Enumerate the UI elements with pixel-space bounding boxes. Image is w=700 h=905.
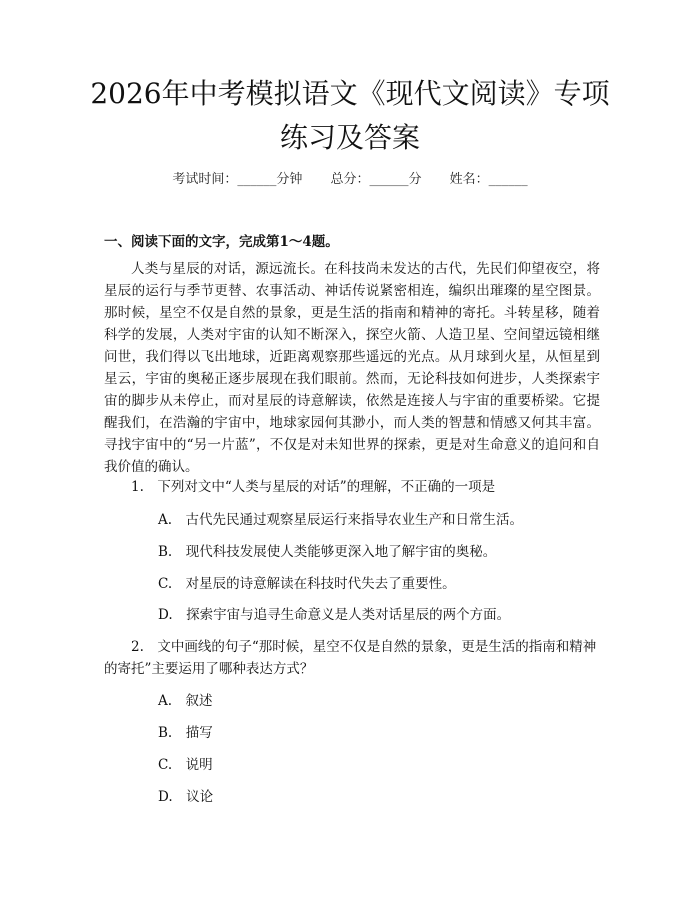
question-1-stem: 1. 下列对文中“人类与星辰的对话”的理解，不正确的一项是 xyxy=(131,479,496,495)
question-2-option-d: D. 议论 xyxy=(158,789,214,805)
exam-meta xyxy=(0,168,700,187)
question-1-option-a: A. 古代先民通过观察星辰运行来指导农业生产和日常生活。 xyxy=(158,512,524,528)
question-2-stem: 2. 文中画线的句子“那时候，星空不仅是自然的景象，更是生活的指南和精神的寄托”主要运用了哪种表达方式？ xyxy=(104,639,597,677)
page-title: 2026年中考模拟语文《现代文阅读》专项练习及答案 xyxy=(90,77,610,154)
question-2-option-b: B. 描写 xyxy=(158,725,213,741)
question-1-option-d: D. 探索宇宙与追寻生命意义是人类对话星辰的两个方面。 xyxy=(158,607,511,623)
total-score-field: 总分：______分 xyxy=(330,172,422,187)
question-1-option-b: B. 现代科技发展使人类能够更深入地了解宇宙的奥秘。 xyxy=(158,544,497,560)
question-2-option-c: C. 说明 xyxy=(158,757,213,773)
exam-time-field: 考试时间：______分钟 xyxy=(172,172,303,187)
reading-passage: 人类与星辰的对话，源远流长。在科技尚未发达的古代，先民们仰望夜空，将星辰的运行与季节更替、农事活动、神话传说紧密相连，编织出璀璨的星空图景。那时候，星空不仅是自然的景象，更是生活的指南和精神的寄托。斗转星移，随着科学的发展，人类对宇宙的认知不断深入，探空火箭、人造卫星、空间望远镜相继问世，我们得以飞出地球，近距离观察那些遥远的光点。从月球到火星，从恒星到星云，宇宙的奥秘正逐步展现在我们眼前。然而，无论科技如何进步，人类探索宇宙的脚步从未停止，而对星辰的诗意解读，依然是连接人与宇宙的重要桥梁。它提醒我们，在浩瀚的宇宙中，地球家园何其渺小，而人类的智慧和情感又何其丰富。寻找宇宙中的“另一片蓝”，不仅是对未知世界的探索，更是对生命意义的追问和自我价值的确认。 xyxy=(104,261,600,475)
question-2-option-a: A. 叙述 xyxy=(158,693,213,709)
student-name-field: 姓名：______ xyxy=(449,172,528,187)
question-1-option-c: C. 对星辰的诗意解读在科技时代失去了重要性。 xyxy=(158,576,456,592)
section-heading: 一、阅读下面的文字，完成第1～4题。 xyxy=(104,234,339,250)
